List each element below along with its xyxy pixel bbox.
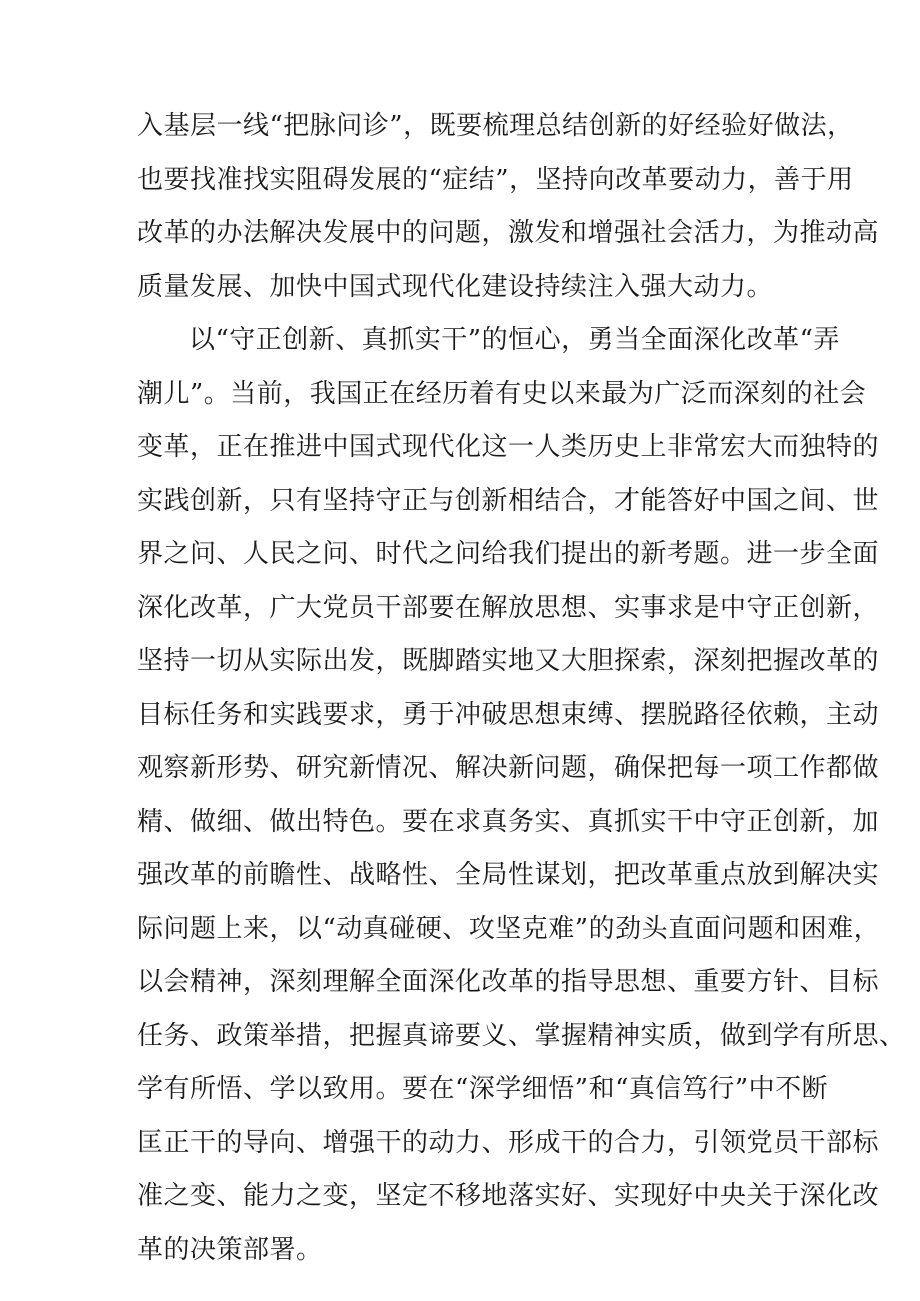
- text-line: 入基层一线“把脉问诊”，既要梳理总结创新的好经验好做法，: [137, 111, 854, 141]
- text-line: 强改革的前瞻性、战略性、全局性谋划，把改革重点放到解决实: [137, 860, 880, 890]
- text-line: 任务、政策举措，把握真谛要义、掌握精神实质，做到学有所思、: [137, 1020, 906, 1051]
- text-line: 深化改革，广大党员干部要在解放思想、实事求是中守正创新，: [137, 592, 880, 623]
- paragraph-first-line: 以“守正创新、真抓实干”的恒心，勇当全面深化改革“弄: [189, 325, 840, 355]
- text-line: 也要找准找实阻碍发展的“症结”，坚持向改革要动力，善于用: [137, 164, 854, 195]
- text-line: 坚持一切从实际出发，既脚踏实地又大胆探索，深刻把握改革的: [137, 646, 880, 676]
- text-line: 质量发展、加快中国式现代化建设持续注入强大动力。: [137, 271, 774, 302]
- text-line: 改革的办法解决发展中的问题，激发和增强社会活力，为推动高: [137, 218, 880, 248]
- text-line: 准之变、能力之变，坚定不移地落实好、实现好中央关于深化改: [137, 1181, 880, 1211]
- text-line: 以会精神，深刻理解全面深化改革的指导思想、重要方针、目标: [137, 967, 880, 997]
- text-line: 界之问、人民之问、时代之问给我们提出的新考题。进一步全面: [137, 539, 880, 569]
- text-line: 观察新形势、研究新情况、解决新问题，确保把每一项工作都做: [137, 753, 880, 783]
- text-line: 革的决策部署。: [137, 1234, 323, 1265]
- text-line: 变革，正在推进中国式现代化这一人类历史上非常宏大而独特的: [137, 432, 880, 462]
- text-line: 潮儿”。当前，我国正在经历着有史以来最为广泛而深刻的社会: [137, 378, 867, 409]
- text-line: 匡正干的导向、增强干的动力、形成干的合力，引领党员干部标: [137, 1127, 880, 1158]
- text-line: 学有所悟、学以致用。要在“深学细悟”和“真信笃行”中不断: [137, 1074, 829, 1104]
- body-text: [137, 100, 906, 1277]
- text-line: 目标任务和实践要求，勇于冲破思想束缚、摆脱路径依赖，主动: [137, 699, 880, 730]
- text-line: 实践创新，只有坚持守正与创新相结合，才能答好中国之间、世: [137, 485, 880, 516]
- text-line: 际问题上来，以“动真碰硬、攻坚克难”的劲头直面问题和困难，: [137, 913, 881, 944]
- text-line: 精、做细、做出特色。要在求真务实、真抓实干中守正创新，加: [137, 806, 880, 837]
